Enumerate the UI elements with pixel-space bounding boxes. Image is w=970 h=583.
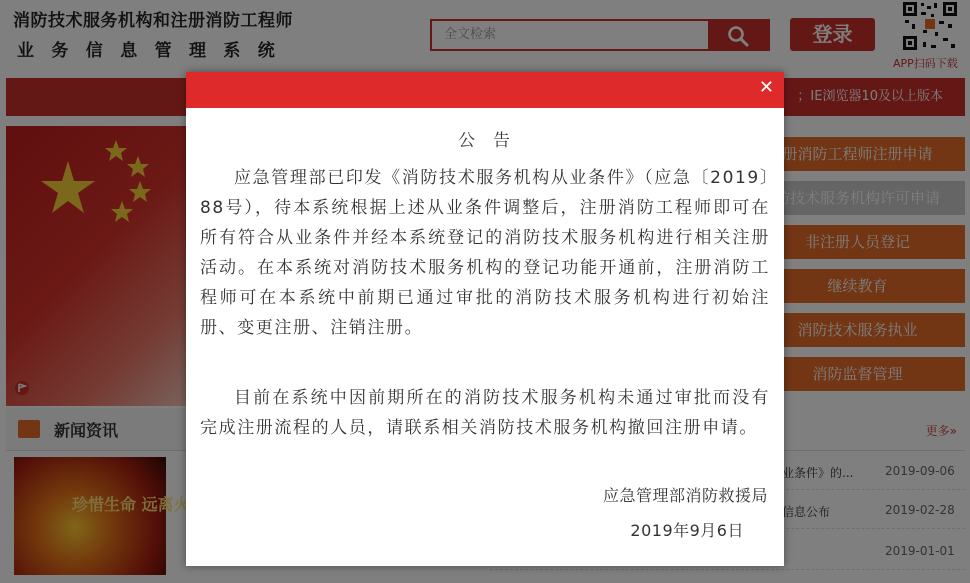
dialog-header (186, 72, 784, 108)
announcement-title: 公告 (458, 131, 528, 151)
announcement-date: 2019年9月6日 (630, 521, 744, 540)
announcement-paragraph-1: 应急管理部已印发《消防技术服务机构从业条件》（应急〔2019〕88号），待本系统根据上述从业条件调整后，注册消防工程师即可在所有符合从业条件并经本系统登记的消防技术服务机构进行相关注册活动。在本系统对消防技术服务机构的登记功能开通前，注册消防工程师可在本系统中前期已通过审批的消防技术服务机构进行初始注册、变更注册、注销注册。 (200, 168, 770, 338)
announcement-dialog (186, 72, 784, 566)
announcement-paragraph-2: 目前在系统中因前期所在的消防技术服务机构未通过审批而没有完成注册流程的人员，请联系相关消防技术服务机构撤回注册申请。 (200, 388, 770, 438)
close-icon[interactable]: ✕ (758, 77, 774, 98)
announcement-signature: 应急管理部消防救援局 (602, 486, 768, 505)
